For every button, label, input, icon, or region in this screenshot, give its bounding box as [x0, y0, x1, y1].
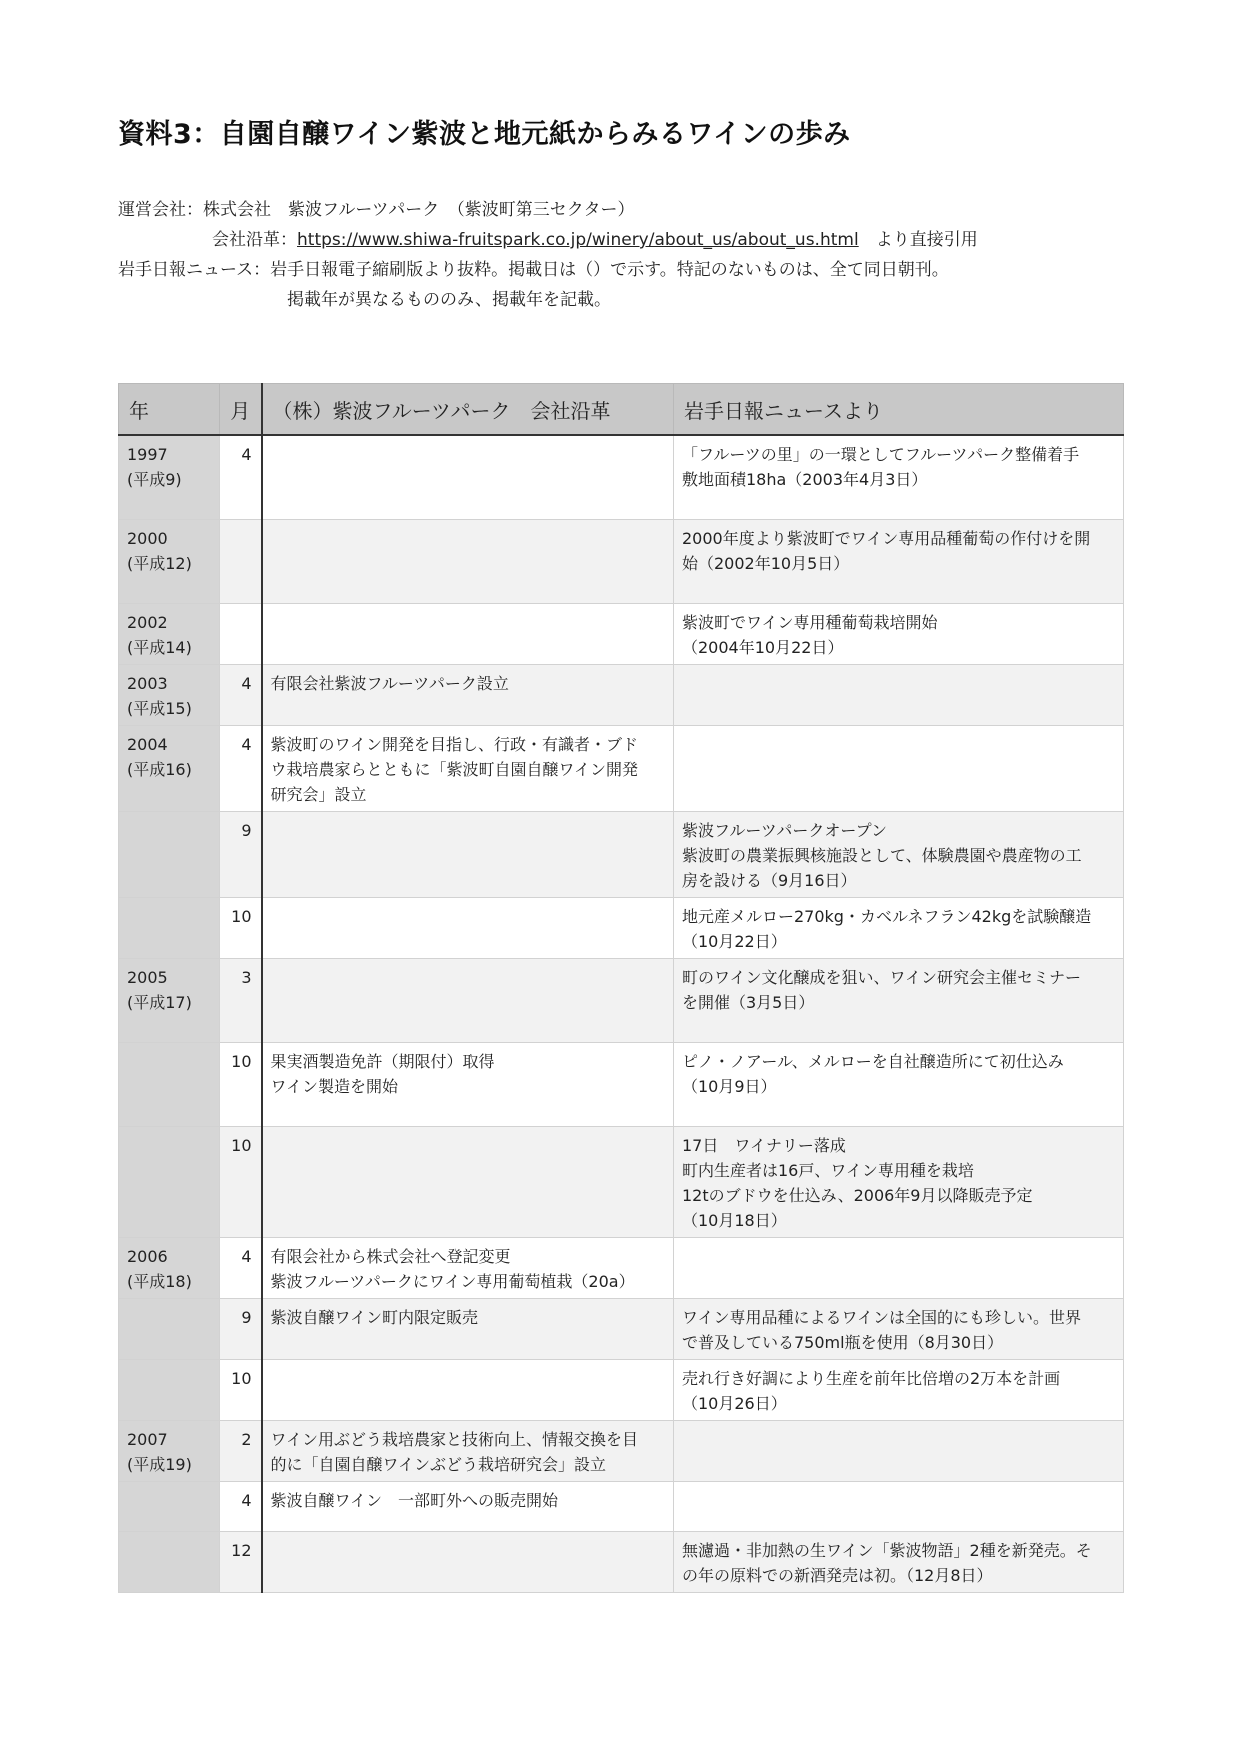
news-line: （2004年10月22日）	[682, 637, 844, 657]
year-cell	[119, 1298, 220, 1359]
month-cell: 4	[220, 435, 262, 519]
news-cell	[674, 958, 1124, 1042]
month-cell: 10	[220, 897, 262, 958]
news-source-note: 掲載年が異なるもののみ、掲載年を記載。	[287, 290, 612, 310]
year-cell	[119, 1237, 220, 1298]
news-cell	[674, 519, 1124, 603]
company-history-line: 紫波フルーツパークにワイン専用葡萄植栽（20a）	[270, 1271, 635, 1291]
month-cell	[220, 603, 262, 664]
year-cell	[119, 519, 220, 603]
year-cell	[119, 1531, 220, 1592]
history-source-label: 会社沿革：	[212, 230, 297, 250]
table-row	[119, 519, 1124, 603]
news-line: 紫波町でワイン専用種葡萄栽培開始	[682, 612, 938, 632]
table-row	[119, 897, 1124, 958]
era-value: (平成15)	[127, 698, 192, 718]
month-cell: 4	[220, 1237, 262, 1298]
company-history-line: 紫波自醸ワイン 一部町外への販売開始	[270, 1490, 559, 1510]
month-cell: 10	[220, 1042, 262, 1126]
year-cell	[119, 603, 220, 664]
news-line: 地元産メルロー270kg・カベルネフラン42kgを試験醸造	[682, 906, 1092, 926]
company-history-cell	[262, 1359, 674, 1420]
year-cell	[119, 1359, 220, 1420]
news-line: を開催（3月5日）	[682, 992, 815, 1012]
company-history-line: 果実酒製造免許（期限付）取得	[270, 1051, 495, 1071]
history-source-suffix: より直接引用	[858, 230, 978, 250]
year-value: 2002	[127, 612, 168, 632]
header-month: 月	[220, 384, 262, 436]
news-cell	[674, 1237, 1124, 1298]
month-cell: 12	[220, 1531, 262, 1592]
header-year: 年	[119, 384, 220, 436]
year-cell	[119, 664, 220, 725]
news-line: 「フルーツの里」の一環としてフルーツパーク整備着手	[682, 445, 1080, 464]
month-cell: 9	[220, 811, 262, 897]
year-value: 2005	[127, 967, 168, 987]
company-history-line: ワイン用ぶどう栽培農家と技術向上、情報交換を目	[270, 1429, 639, 1449]
company-history-cell	[262, 603, 674, 664]
era-value: (平成12)	[127, 553, 192, 573]
news-cell	[674, 1298, 1124, 1359]
year-value: 2007	[127, 1429, 168, 1449]
year-cell	[119, 1420, 220, 1481]
header-news: 岩手日報ニュースより	[674, 384, 1124, 436]
news-line: 無濾過・非加熱の生ワイン「紫波物語」2種を新発売。そ	[682, 1540, 1092, 1560]
company-history-cell	[262, 897, 674, 958]
table-row	[119, 1359, 1124, 1420]
year-cell	[119, 1481, 220, 1531]
table-header-row	[119, 384, 1124, 436]
company-history-cell	[262, 1481, 674, 1531]
news-cell	[674, 1359, 1124, 1420]
news-line: で普及している750ml瓶を使用（8月30日）	[682, 1332, 1004, 1352]
company-history-cell	[262, 1531, 674, 1592]
news-line: の年の原料での新酒発売は初。（12月8日）	[682, 1565, 993, 1585]
table-row	[119, 1298, 1124, 1359]
table-row	[119, 1126, 1124, 1237]
year-value: 2006	[127, 1246, 168, 1266]
table-row	[119, 958, 1124, 1042]
table-row	[119, 1042, 1124, 1126]
company-history-line: 研究会」設立	[270, 784, 367, 804]
company-history-cell	[262, 435, 674, 519]
news-cell	[674, 811, 1124, 897]
era-value: (平成14)	[127, 637, 192, 657]
company-history-line: ワイン製造を開始	[270, 1076, 399, 1096]
news-line: ワイン専用品種によるワインは全国的にも珍しい。世界	[682, 1307, 1082, 1327]
document-title: 資料3：自園自醸ワイン紫波と地元紙からみるワインの歩み	[118, 119, 851, 150]
news-cell	[674, 897, 1124, 958]
company-history-cell	[262, 1237, 674, 1298]
company-history-cell	[262, 1126, 674, 1237]
header-company-history: （株）紫波フルーツパーク 会社沿革	[262, 384, 674, 436]
news-line: （10月22日）	[682, 931, 787, 951]
company-history-line: 紫波町のワイン開発を目指し、行政・有識者・ブド	[270, 734, 639, 754]
company-history-cell	[262, 1420, 674, 1481]
table-row	[119, 1481, 1124, 1531]
month-cell: 2	[220, 1420, 262, 1481]
news-line: 12tのブドウを仕込み、2006年9月以降販売予定	[682, 1185, 1033, 1205]
news-line: 町のワイン文化醸成を狙い、ワイン研究会主催セミナー	[682, 967, 1082, 987]
era-value: (平成16)	[127, 759, 192, 779]
year-value: 2000	[127, 528, 168, 548]
company-history-cell	[262, 725, 674, 811]
era-value: (平成19)	[127, 1454, 192, 1474]
news-line: （10月9日）	[682, 1076, 777, 1096]
news-line: 房を設ける（9月16日）	[682, 870, 857, 890]
company-history-cell	[262, 958, 674, 1042]
year-cell	[119, 725, 220, 811]
news-line: 町内生産者は16戸、ワイン専用種を栽培	[682, 1160, 974, 1180]
year-value: 2004	[127, 734, 168, 754]
era-value: (平成9)	[127, 470, 182, 489]
table-row	[119, 664, 1124, 725]
news-cell	[674, 1420, 1124, 1481]
news-line: （10月18日）	[682, 1210, 787, 1230]
news-cell	[674, 603, 1124, 664]
table-row	[119, 1237, 1124, 1298]
company-history-line: 紫波自醸ワイン町内限定販売	[270, 1307, 479, 1327]
month-cell: 10	[220, 1126, 262, 1237]
company-history-line: 有限会社紫波フルーツパーク設立	[270, 673, 509, 693]
news-cell	[674, 1481, 1124, 1531]
news-cell	[674, 1042, 1124, 1126]
news-line: 敷地面積18ha（2003年4月3日）	[682, 470, 928, 489]
year-value: 2003	[127, 673, 168, 693]
era-value: (平成17)	[127, 992, 192, 1012]
history-table	[118, 383, 1124, 1593]
operator-info: 運営会社：株式会社 紫波フルーツパーク （紫波町第三セクター）	[118, 200, 635, 220]
table-row	[119, 725, 1124, 811]
news-cell	[674, 435, 1124, 519]
year-cell	[119, 1042, 220, 1126]
table-row	[119, 1531, 1124, 1592]
news-cell	[674, 725, 1124, 811]
news-line: 始（2002年10月5日）	[682, 553, 850, 573]
year-cell	[119, 435, 220, 519]
news-cell	[674, 1531, 1124, 1592]
history-source-link[interactable]: https://www.shiwa-fruitspark.co.jp/winery/about_us/about_us.html	[297, 230, 859, 250]
table-row	[119, 811, 1124, 897]
month-cell: 10	[220, 1359, 262, 1420]
month-cell: 3	[220, 958, 262, 1042]
news-line: ピノ・ノアール、メルローを自社醸造所にて初仕込み	[682, 1051, 1064, 1071]
company-history-line: ウ栽培農家らとともに「紫波町自園自醸ワイン開発	[270, 759, 639, 779]
month-cell: 4	[220, 1481, 262, 1531]
company-history-cell	[262, 1042, 674, 1126]
news-line: 2000年度より紫波町でワイン専用品種葡萄の作付けを開	[682, 528, 1091, 548]
company-history-cell	[262, 1298, 674, 1359]
company-history-line: 的に「自園自醸ワインぶどう栽培研究会」設立	[270, 1454, 607, 1474]
table-row	[119, 603, 1124, 664]
news-line: （10月26日）	[682, 1393, 787, 1413]
year-value: 1997	[127, 445, 168, 464]
year-cell	[119, 1126, 220, 1237]
news-source-info: 岩手日報ニュース：岩手日報電子縮刷版より抜粋。掲載日は（）で示す。特記のないものは、全て同日朝刊。	[118, 260, 949, 280]
year-cell	[119, 897, 220, 958]
company-history-cell	[262, 811, 674, 897]
table-row	[119, 1420, 1124, 1481]
company-history-source	[212, 225, 978, 250]
year-cell	[119, 811, 220, 897]
news-line: 紫波町の農業振興核施設として、体験農園や農産物の工	[682, 845, 1082, 865]
news-line: 紫波フルーツパークオープン	[682, 820, 887, 840]
company-history-cell	[262, 519, 674, 603]
news-line: 17日 ワイナリー落成	[682, 1135, 846, 1155]
company-history-line: 有限会社から株式会社へ登記変更	[270, 1246, 511, 1266]
month-cell: 4	[220, 725, 262, 811]
news-cell	[674, 1126, 1124, 1237]
month-cell	[220, 519, 262, 603]
news-cell	[674, 664, 1124, 725]
era-value: (平成18)	[127, 1271, 192, 1291]
news-line: 売れ行き好調により生産を前年比倍増の2万本を計画	[682, 1368, 1061, 1388]
company-history-cell	[262, 664, 674, 725]
year-cell	[119, 958, 220, 1042]
month-cell: 4	[220, 664, 262, 725]
month-cell: 9	[220, 1298, 262, 1359]
table-row	[119, 435, 1124, 519]
